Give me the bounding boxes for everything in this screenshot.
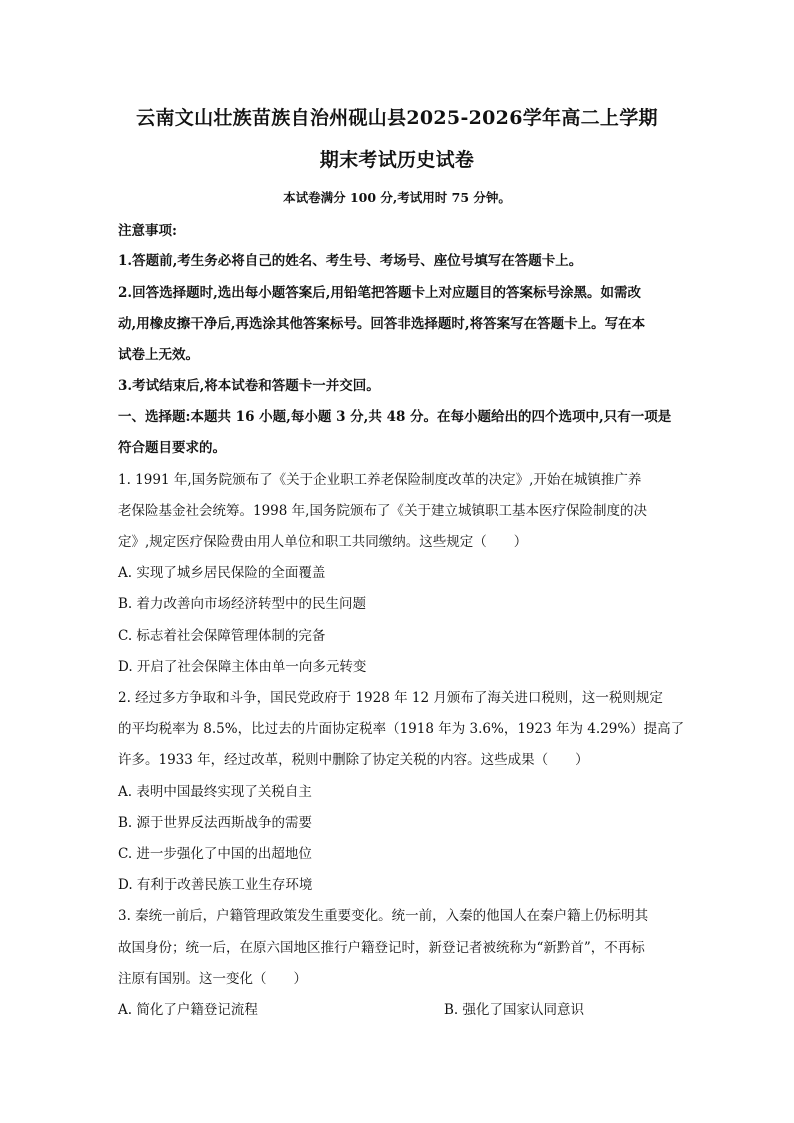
q3-stem-line-1: 3. 秦统一前后，户籍管理政策发生重要变化。统一前，入秦的他国人在秦户籍上仍标明其 [118, 908, 649, 924]
q3-option-b: B. 强化了国家认同意识 [444, 1002, 585, 1018]
q3-stem-line-3: 注原有国别。这一变化（ ） [118, 971, 307, 987]
q2-option-a: A. 表明中国最终实现了关税自主 [118, 784, 312, 800]
notes-heading: 注意事项: [118, 223, 177, 239]
notes-item-2-line-1: 2.回答选择题时,选出每小题答案后,用铅笔把答题卡上对应题目的答案标号涂黑。如需改 [118, 285, 641, 301]
q1-stem-line-3: 定》,规定医疗保险费由用人单位和职工共同缴纳。这些规定（ ） [118, 534, 528, 550]
notes-item-1: 1.答题前,考生务必将自己的姓名、考生号、考场号、座位号填写在答题卡上。 [118, 253, 583, 269]
q1-stem-line-2: 老保险基金社会统筹。1998 年,国务院颁布了《关于建立城镇职工基本医疗保险制度的决 [118, 503, 647, 519]
q1-option-c: C. 标志着社会保障管理体制的完备 [118, 628, 326, 644]
section-heading-line-1: 一、选择题:本题共 16 小题,每小题 3 分,共 48 分。在每小题给出的四个选项中,只有一项是 [118, 409, 672, 425]
q1-option-b: B. 着力改善向市场经济转型中的民生问题 [118, 596, 367, 612]
q2-stem-line-2: 的平均税率为 8.5%，比过去的片面协定税率（1918 年为 3.6%，1923 年为 4.29%）提高了 [118, 721, 685, 737]
q1-option-a: A. 实现了城乡居民保险的全面覆盖 [118, 565, 326, 581]
q1-option-d: D. 开启了社会保障主体由单一向多元转变 [118, 659, 367, 675]
q2-option-b: B. 源于世界反法西斯战争的需要 [118, 815, 313, 831]
notes-item-3: 3.考试结束后,将本试卷和答题卡一并交回。 [118, 378, 380, 394]
q3-option-a: A. 简化了户籍登记流程 [118, 1002, 258, 1018]
notes-item-2-line-3: 试卷上无效。 [118, 347, 199, 363]
q2-stem-line-3: 许多。1933 年，经过改革，税则中删除了协定关税的内容。这些成果（ ） [118, 752, 589, 768]
q2-option-d: D. 有利于改善民族工业生存环境 [118, 877, 313, 893]
exam-subtitle: 本试卷满分 100 分,考试用时 75 分钟。 [283, 190, 511, 205]
section-heading-line-2: 符合题目要求的。 [118, 440, 226, 456]
exam-title-line-2: 期末考试历史试卷 [319, 149, 475, 171]
q2-option-c: C. 进一步强化了中国的出超地位 [118, 846, 312, 862]
q1-stem-line-1: 1. 1991 年,国务院颁布了《关于企业职工养老保险制度改革的决定》,开始在城镇推广养 [118, 472, 642, 488]
q2-stem-line-1: 2. 经过多方争取和斗争，国民党政府于 1928 年 12 月颁布了海关进口税则，这一税则规定 [118, 690, 663, 706]
notes-item-2-line-2: 动,用橡皮擦干净后,再选涂其他答案标号。回答非选择题时,将答案写在答题卡上。写在本 [118, 316, 646, 332]
exam-title-line-1: 云南文山壮族苗族自治州砚山县2025-2026学年高二上学期 [136, 107, 658, 129]
q3-stem-line-2: 故国身份；统一后，在原六国地区推行户籍登记时，新登记者被统称为“新黔首”，不再标 [118, 940, 645, 956]
